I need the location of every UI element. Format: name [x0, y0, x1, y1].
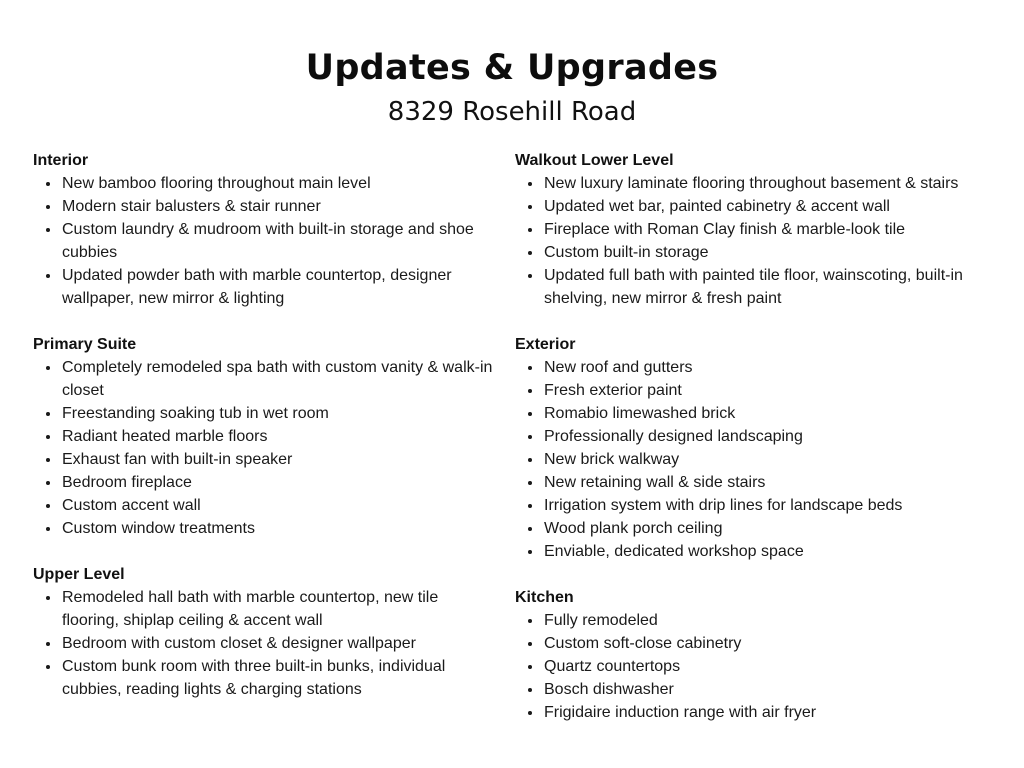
- list-item: New retaining wall & side stairs: [515, 471, 985, 494]
- list-item: Custom laundry & mudroom with built-in storage and shoe cubbies: [33, 218, 495, 264]
- section-heading: Upper Level: [33, 566, 125, 583]
- section-heading: Interior: [33, 152, 89, 169]
- list-item: Remodeled hall bath with marble countertop, new tile flooring, shiplap ceiling & accent wall: [33, 586, 495, 632]
- section-kitchen: [515, 586, 985, 724]
- section-upper-level: [33, 563, 495, 701]
- list-item: Radiant heated marble floors: [33, 425, 495, 448]
- section-interior: [33, 149, 495, 310]
- walkout-lower-level-list: [515, 172, 985, 310]
- list-item: Fresh exterior paint: [515, 379, 985, 402]
- list-item: Romabio limewashed brick: [515, 402, 985, 425]
- section-walkout-lower-level: [515, 149, 985, 310]
- section-heading: Primary Suite: [33, 336, 137, 353]
- list-item: New luxury laminate flooring throughout basement & stairs: [515, 172, 985, 195]
- section-heading: Kitchen: [515, 589, 574, 606]
- section-heading: Walkout Lower Level: [515, 152, 674, 169]
- list-item: Updated full bath with painted tile floor, wainscoting, built-in shelving, new mirror & fresh paint: [515, 264, 985, 310]
- interior-list: [33, 172, 495, 310]
- list-item: Modern stair balusters & stair runner: [33, 195, 495, 218]
- list-item: New bamboo flooring throughout main level: [33, 172, 495, 195]
- list-item: New brick walkway: [515, 448, 985, 471]
- list-item: Completely remodeled spa bath with custom vanity & walk-in closet: [33, 356, 495, 402]
- left-column: [33, 149, 495, 724]
- section-exterior: [515, 333, 985, 563]
- section-primary-suite: [33, 333, 495, 540]
- list-item: Custom soft-close cabinetry: [515, 632, 985, 655]
- list-item: Updated powder bath with marble countertop, designer wallpaper, new mirror & lighting: [33, 264, 495, 310]
- list-item: Irrigation system with drip lines for landscape beds: [515, 494, 985, 517]
- list-item: Enviable, dedicated workshop space: [515, 540, 985, 563]
- list-item: Updated wet bar, painted cabinetry & accent wall: [515, 195, 985, 218]
- right-column: [515, 149, 985, 747]
- list-item: Bosch dishwasher: [515, 678, 985, 701]
- section-heading: Exterior: [515, 336, 576, 353]
- kitchen-list: [515, 609, 985, 724]
- list-item: Custom accent wall: [33, 494, 495, 517]
- list-item: Bedroom fireplace: [33, 471, 495, 494]
- list-item: Custom window treatments: [33, 517, 495, 540]
- list-item: Professionally designed landscaping: [515, 425, 985, 448]
- list-item: Quartz countertops: [515, 655, 985, 678]
- list-item: Custom bunk room with three built-in bunks, individual cubbies, reading lights & charging stations: [33, 655, 495, 701]
- list-item: Frigidaire induction range with air fryer: [515, 701, 985, 724]
- primary-suite-list: [33, 356, 495, 540]
- exterior-list: [515, 356, 985, 563]
- list-item: Fireplace with Roman Clay finish & marble-look tile: [515, 218, 985, 241]
- list-item: Custom built-in storage: [515, 241, 985, 264]
- list-item: Fully remodeled: [515, 609, 985, 632]
- list-item: Bedroom with custom closet & designer wallpaper: [33, 632, 495, 655]
- upper-level-list: [33, 586, 495, 701]
- page-title: Updates & Upgrades: [305, 48, 719, 88]
- list-item: New roof and gutters: [515, 356, 985, 379]
- list-item: Exhaust fan with built-in speaker: [33, 448, 495, 471]
- list-item: Freestanding soaking tub in wet room: [33, 402, 495, 425]
- property-address: 8329 Rosehill Road: [387, 97, 637, 127]
- list-item: Wood plank porch ceiling: [515, 517, 985, 540]
